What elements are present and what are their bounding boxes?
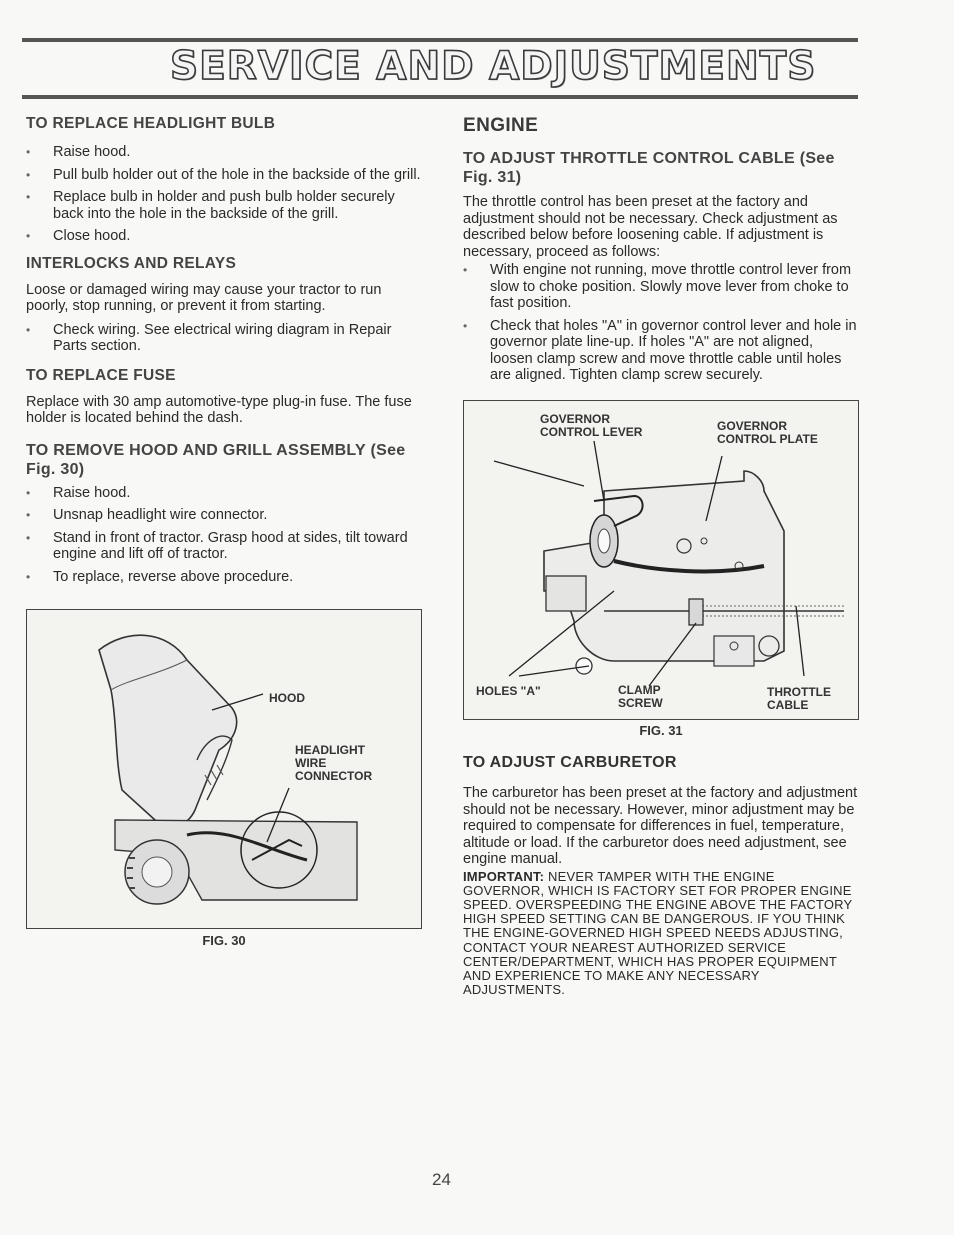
headlight-heading: TO REPLACE HEADLIGHT BULB <box>26 115 276 132</box>
throttle-text: The throttle control has been preset at the factory and adjustment should not be necessary. Check adjustment as described below before loosening cable. If adjustment is necessary, proceed as follows: <box>463 194 838 260</box>
label-throttle-cable <box>767 686 831 712</box>
label-headlight-connector <box>295 744 372 783</box>
list-item: • Raise hood. <box>26 485 422 502</box>
page-title: SERVICE AND ADJUSTMENTS <box>170 44 817 89</box>
throttle-steps <box>463 262 859 384</box>
interlocks-section <box>26 255 422 355</box>
figure-30 <box>26 609 422 929</box>
list-item: • Pull bulb holder out of the hole in the backside of the grill. <box>26 167 422 184</box>
label-hood: HOOD <box>269 691 305 705</box>
page-number: 24 <box>432 1170 451 1189</box>
label-line: GOVERNOR <box>540 412 611 426</box>
interlocks-heading: INTERLOCKS AND RELAYS <box>26 254 237 272</box>
label-line: THROTTLE <box>767 685 831 699</box>
fuse-text: Replace with 30 amp automotive-type plug-in fuse. The fuse holder is located behind the dash. <box>26 393 412 426</box>
label-line: HEADLIGHT <box>295 743 365 757</box>
fig31-caption: FIG. 31 <box>639 723 683 738</box>
right-column <box>463 115 859 390</box>
list-item: • Raise hood. <box>26 144 422 161</box>
list-item: • Close hood. <box>26 228 422 245</box>
carburetor-text: The carburetor has been preset at the factory and adjustment should not be necessary. However, minor adjustment may be required to compensate for differences in fuel, temperature, altitude or load. If the carburetor does need adjustment, see engine manual. <box>463 785 858 867</box>
interlocks-steps <box>26 322 422 355</box>
label-line: GOVERNOR <box>717 419 788 433</box>
label-line: CABLE <box>767 698 809 712</box>
label-line: CLAMP <box>618 683 661 697</box>
hood-heading: TO REMOVE HOOD AND GRILL ASSEMBLY (See Fig. 30) <box>26 441 406 478</box>
engine-heading: ENGINE <box>463 115 539 136</box>
label-line: CONTROL PLATE <box>717 432 818 446</box>
label-line: CONNECTOR <box>295 769 373 783</box>
header-rule-bottom <box>22 95 858 99</box>
important-text: NEVER TAMPER WITH THE ENGINE GOVERNOR, WHICH IS FACTORY SET FOR PROPER ENGINE SPEED. OVERSPEEDING THE ENGINE ABOVE THE FACTORY HIGH SPEED SETTING CAN BE DANGEROUS. IF YOU THINK THE ENGINE-GOVERNED HIGH SPEED NEEDS ADJUSTING, CONTACT YOUR NEAREST AUTHORIZED SERVICE CENTER/DEPARTMENT, WHICH HAS PROPER EQUIPMENT AND EXPERIENCE TO MAKE ANY NECESSARY ADJUSTMENTS. <box>463 868 853 998</box>
headlight-section <box>26 115 422 245</box>
important-notice <box>463 870 859 998</box>
list-item: • With engine not running, move throttle control lever from slow to choke position. Slowly move lever from choke to fast position. <box>463 262 859 312</box>
fuse-heading: TO REPLACE FUSE <box>26 366 176 384</box>
interlocks-text: Loose or damaged wiring may cause your tractor to run poorly, stop running, or prevent it from starting. <box>26 281 382 314</box>
list-item: • Stand in front of tractor. Grasp hood at sides, tilt toward engine and lift off of tractor. <box>26 530 422 563</box>
figure-31 <box>463 400 859 720</box>
headlight-steps <box>26 144 422 245</box>
label-holes-a: HOLES "A" <box>476 684 541 698</box>
list-item: • Replace bulb in holder and push bulb holder securely back into the hole in the backside of the grill. <box>26 189 422 222</box>
label-line: WIRE <box>295 756 327 770</box>
fig30-caption: FIG. 30 <box>202 933 246 948</box>
list-item: • To replace, reverse above procedure. <box>26 569 422 586</box>
list-item: • Check wiring. See electrical wiring diagram in Repair Parts section. <box>26 322 422 355</box>
hood-steps <box>26 485 422 586</box>
important-label: IMPORTANT: <box>463 868 545 884</box>
throttle-heading: TO ADJUST THROTTLE CONTROL CABLE (See Fig. 31) <box>463 150 835 186</box>
list-item: • Check that holes "A" in governor control lever and hole in governor plate line-up. If holes "A" are not aligned, loosen clamp screw and move throttle cable until holes are aligned. Tighten clamp screw securely. <box>463 318 859 384</box>
label-line: CONTROL LEVER <box>540 425 643 439</box>
carburetor-section <box>463 753 859 997</box>
left-column <box>26 115 422 591</box>
list-item: • Unsnap headlight wire connector. <box>26 507 422 524</box>
carburetor-heading: TO ADJUST CARBURETOR <box>463 754 677 771</box>
fuse-section <box>26 367 422 427</box>
hood-section <box>26 441 422 586</box>
header-rule-top <box>22 38 858 42</box>
label-line: SCREW <box>618 696 663 710</box>
governor-illustration <box>464 401 858 719</box>
label-clamp-screw <box>618 684 663 710</box>
label-governor-lever <box>540 413 642 439</box>
label-governor-plate <box>717 420 818 446</box>
